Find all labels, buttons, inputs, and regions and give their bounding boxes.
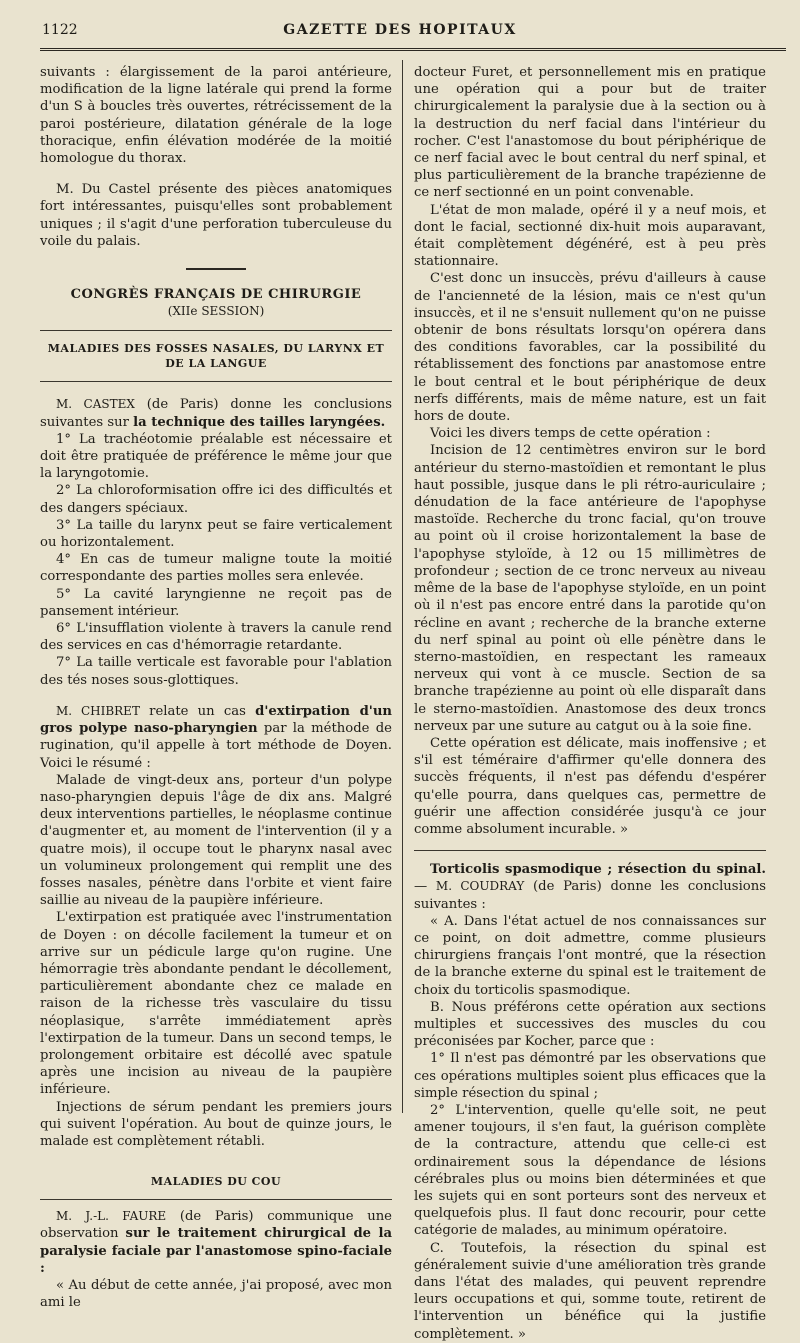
list-item: 1° Il n'est pas démontré par les observations que ces opérations multiples soient plus efficaces que la simple résection du spinal ; — [414, 1051, 766, 1101]
paragraph — [40, 1208, 392, 1277]
left-column — [40, 64, 392, 1311]
paragraph — [40, 396, 392, 430]
list-item: 7° La taille verticale est favorable pour l'ablation des tés noses sous-glottiques. — [40, 655, 392, 688]
author-name: M. CASTEX — [56, 397, 135, 412]
subsection-title: MALADIES DES FOSSES NASALES, DU LARYNX ET DE LA LANGUE — [47, 342, 385, 371]
paragraph: « A. Dans l'état actuel de nos connaissances sur ce point, on doit admettre, comme plusieurs chirurgiens français l'ont montré, que la résection de la branche externe du spinal est le traitement de choix du torticolis spasmodique. — [414, 913, 766, 998]
subsection-title: MALADIES DU COU — [150, 1175, 282, 1189]
topic-bold: d'extirpation d'un gros polype naso-pharyngien — [40, 703, 393, 737]
divider — [40, 1199, 392, 1200]
divider — [414, 850, 766, 851]
paragraph: Incision de 12 centimètres environ sur le bord antérieur du sterno-mastoïdien et remontant le plus haut possible, jusque dans le pli rétro-auriculaire ; dénudation de la face antérieure de l'apophyse mastoïde. Recherche du tronc facial, qu'on trouve au point où il croise horizontalement la base de l'apophyse styloïde, à 12 ou 15 millimètres de profondeur ; section de ce tronc nerveux au niveau même de la base de l'apophyse styloïde, en un point où il n'est pas encore entré dans la parotide qu'on récline en avant ; recherche de la branche externe du nerf spinal au point où elle pénètre dans le sterno-mastoïdien, en respectant les rameaux nerveux qui vont à ce muscle. Section de sa branche trapézienne au point où elle disparaît dans le sterno-mastoïdien. Anastomose des deux troncs nerveux par une suture au catgut ou à la soie fine. — [414, 443, 766, 734]
column-divider — [402, 60, 403, 1113]
session-label: (XIIe SESSION) — [167, 304, 265, 319]
list-item: 4° En cas de tumeur maligne toute la moitié correspondante des parties molles sera enlevée. — [40, 552, 392, 585]
author-name: M. J.-L. FAURE — [56, 1209, 167, 1224]
paragraph: L'état de mon malade, opéré il y a neuf mois, et dont le facial, sectionné dix-huit mois auparavant, était complètement dégénéré, est à peu près stationnaire. — [414, 202, 766, 270]
page-header — [0, 18, 800, 44]
journal-title: GAZETTE DES HOPITAUX — [283, 22, 517, 38]
right-column — [414, 64, 766, 1343]
topic-bold: Torticolis spasmodique ; résection du spinal. — [430, 862, 766, 878]
author-name: M. CHIBRET — [56, 703, 140, 718]
paragraph: suivants : élargissement de la paroi antérieure, modification de la ligne latérale qui prend la forme d'un S à boucles très ouvertes, rétrécissement de la paroi postérieure, dilatation générale de la loge thoracique, enfin élévation modérée de la moitié homologue du thorax. — [40, 65, 392, 167]
paragraph: B. Nous préférons cette opération aux sections multiples et successives des muscles du cou préconisées par Kocher, parce que : — [414, 999, 766, 1050]
text: (de Paris) donne les conclusions suivantes : — [414, 879, 766, 912]
topic-bold: la technique des tailles laryngées. — [133, 414, 386, 430]
header-rule — [40, 48, 786, 53]
list-item: 3° La taille du larynx peut se faire verticalement ou horizontalement. — [40, 517, 392, 551]
paragraph: Malade de vingt-deux ans, porteur d'un polype naso-pharyngien depuis l'âge de dix ans. Malgré deux interventions partielles, le néoplasme continue d'augmenter et, au moment de l'intervention (il y a quatre mois), il occupe tout le pharynx nasal avec un volumineux prolongement qui remplit une des fosses nasales, pénètre dans l'orbite et vient faire saillie au niveau de la paupière inférieure. — [40, 772, 392, 909]
text: par la méthode de rugination, qu'il appelle à tort méthode de Doyen. Voici le résumé : — [40, 721, 392, 771]
paragraph: C'est donc un insuccès, prévu d'ailleurs à cause de l'ancienneté de la lésion, mais ce n'est qu'un insuccès, et il ne s'ensuit nullement qu'on ne puisse obtenir de bons résultats lorsqu'on opérera dans des conditions favorables, car la possibilité du rétablissement des fonctions par anastomose entre le bout central et le bout périphérique de deux nerfs différents, mais de même nature, est un fait hors de doute. — [414, 271, 766, 425]
paragraph: docteur Furet, et personnellement mis en pratique une opération qui a pour but de traiter chirurgicalement la paralysie due à la section ou à la destruction du nerf facial dans l'intérieur du rocher. C'est l'anastomose du bout périphérique de ce nerf facial avec le bout central du nerf spinal, et plus particulièrement de la branche trapézienne de ce nerf sectionné en un point convenable. — [414, 65, 766, 201]
list-item: 1° La trachéotomie préalable est nécessaire et doit être pratiquée de préférence le même jour que la laryngotomie. — [40, 431, 392, 482]
list-item: 5° La cavité laryngienne ne reçoit pas de pansement intérieur. — [40, 586, 392, 619]
page-number: 1122 — [42, 22, 78, 38]
topic-bold: sur le traitement chirurgical de la paralysie faciale par l'anastomose spino-faciale : — [40, 1226, 392, 1276]
text: (de Paris) donne les conclusions suivantes sur — [40, 397, 392, 430]
paragraph: Injections de sérum pendant les premiers jours qui suivent l'opération. Au bout de quinze jours, le malade est complètement rétabli. — [40, 1099, 392, 1149]
divider — [40, 381, 392, 382]
list-item: 6° L'insufflation violente à travers la canule rend des services en cas d'hémorragie retardante. — [40, 621, 392, 654]
paragraph: M. Du Castel présente des pièces anatomiques fort intéressantes, puisqu'elles sont probablement uniques ; il s'agit d'une perforation tuberculeuse du voile du palais. — [40, 182, 392, 249]
paragraph: Cette opération est délicate, mais inoffensive ; et s'il est téméraire d'affirmer qu'elle donnera des succès fréquents, il n'est pas défendu d'espérer qu'elle pourra, dans quelques cas, permettre de guérir une affection considérée jusqu'à ce jour comme absolument incurable. » — [414, 735, 766, 837]
author-name: M. COUDRAY — [435, 879, 525, 894]
section-title: CONGRÈS FRANÇAIS DE CHIRURGIE — [70, 287, 362, 303]
paragraph: « Au début de cette année, j'ai proposé, avec mon ami le — [40, 1277, 392, 1311]
text: relate un cas — [139, 703, 256, 719]
paragraph: C. Toutefois, la résection du spinal est généralement suivie d'une amélioration très grande dans l'état des malades, qui peuvent reprendre leurs occupations et qui, somme toute, retirent de l'intervention un bénéfice qui la justifie complètement. » — [414, 1240, 766, 1342]
paragraph — [414, 861, 766, 913]
paragraph: L'extirpation est pratiquée avec l'instrumentation de Doyen : on décolle facilement la tumeur et on arrive sur un pédicule large qu'on rugine. Une hémorragie très abondante pendant le décollement, particulièrement abondante chez ce malade en raison de la richesse très vasculaire du tissu néoplasique, s'arrête immédiatement après l'extirpation de la tumeur. Dans un second temps, le prolongement orbitaire est décollé avec spatule après une incision au niveau de la paupière inférieure. — [40, 910, 392, 1098]
divider — [40, 330, 392, 331]
list-item: 2° La chloroformisation offre ici des difficultés et des dangers spéciaux. — [40, 483, 392, 516]
text: (de Paris) communique une observation — [40, 1209, 392, 1242]
paragraph — [40, 703, 392, 772]
section-ornament — [186, 268, 246, 272]
text: — — [414, 879, 436, 895]
paragraph: Voici les divers temps de cette opération : — [430, 426, 711, 442]
list-item: 2° L'intervention, quelle qu'elle soit, ne peut amener toujours, il s'en faut, la guérison complète de la contracture, attendu que celle-ci est ordinairement sous la dépendance de lésions cérébrales plus ou moins bien déterminées et que les sujets qui en sont porteurs sont des nerveux et quelquefois plus. Il faut donc recourir, pour cette catégorie de malades, au minimum opératoire. — [414, 1102, 766, 1239]
